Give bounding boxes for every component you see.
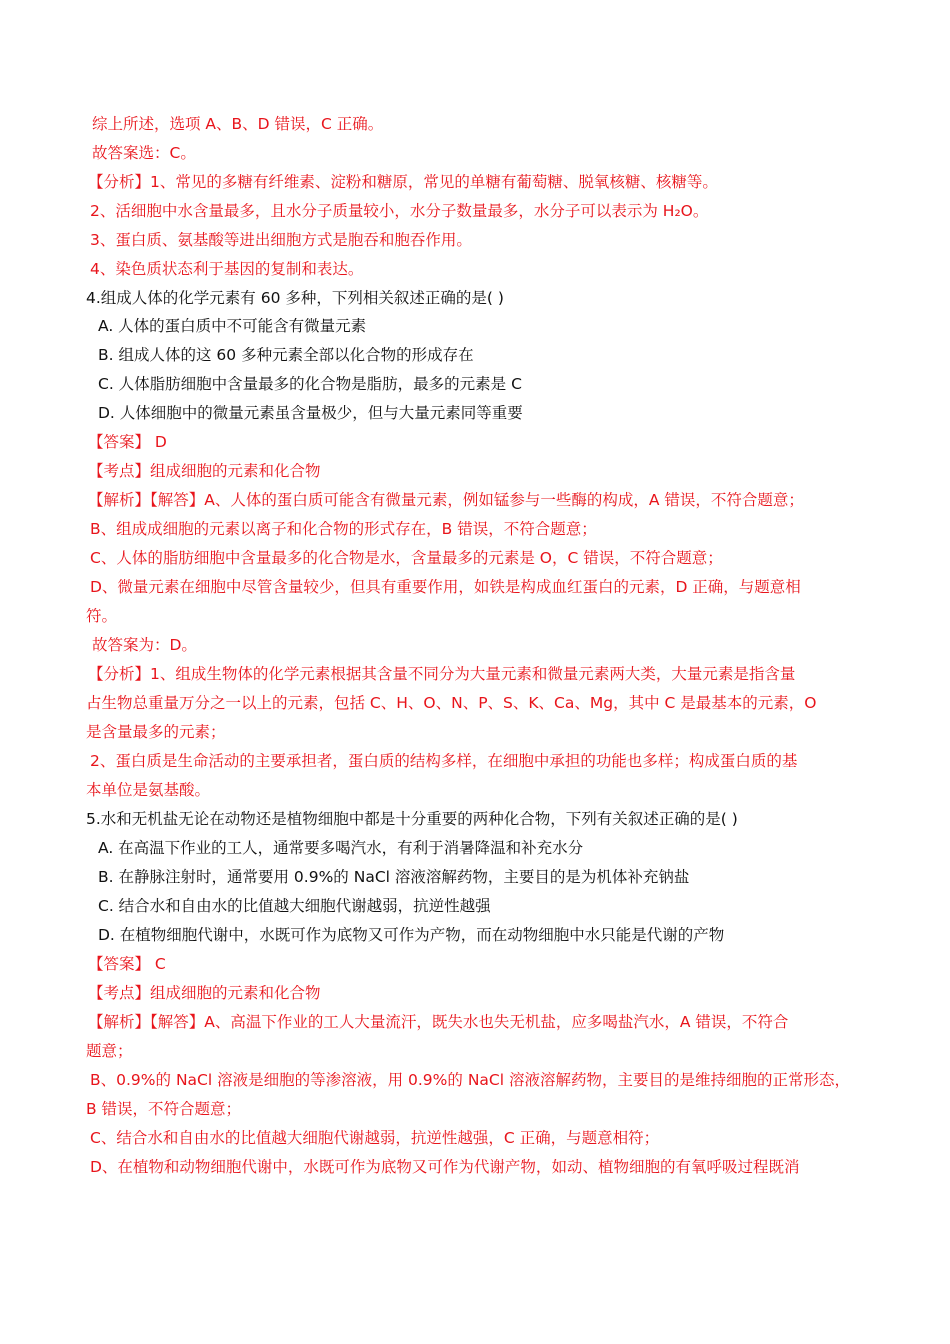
question-text-line: 4.组成人体的化学元素有 60 多种，下列相关叙述正确的是( )	[86, 289, 504, 307]
answer-text-line: D、微量元素在细胞中尽管含量较少，但具有重要作用，如铁是构成血红蛋白的元素，D 正确，与题意相	[90, 578, 801, 596]
answer-text-line: 符。	[86, 607, 118, 625]
question-text-line: B. 组成人体的这 60 多种元素全部以化合物的形成存在	[98, 346, 474, 364]
answer-text-line: 3、蛋白质、氨基酸等进出细胞方式是胞吞和胞吞作用。	[90, 231, 472, 249]
answer-text-line: 综上所述，选项 A、B、D 错误，C 正确。	[92, 115, 384, 133]
answer-text-line: B、0.9%的 NaCl 溶液是细胞的等渗溶液，用 0.9%的 NaCl 溶液溶解药物，主要目的是维持细胞的正常形态，	[90, 1071, 850, 1089]
answer-text-line: C、人体的脂肪细胞中含量最多的化合物是水，含量最多的元素是 O，C 错误，不符合题意；	[90, 549, 723, 567]
answer-text-line: 【解析】【解答】A、高温下作业的工人大量流汗，既失水也失无机盐，应多喝盐汽水，A 错误，不符合	[88, 1013, 789, 1031]
answer-text-line: 【考点】组成细胞的元素和化合物	[88, 462, 321, 480]
question-text-line: A. 在高温下作业的工人，通常要多喝汽水，有利于消暑降温和补充水分	[98, 839, 584, 857]
answer-text-line: 【分析】1、组成生物体的化学元素根据其含量不同分为大量元素和微量元素两大类，大量元素是指含量	[88, 665, 796, 683]
answer-text-line: C、结合水和自由水的比值越大细胞代谢越弱，抗逆性越强，C 正确，与题意相符；	[90, 1129, 660, 1147]
answer-text-line: 是含量最多的元素；	[86, 723, 226, 741]
question-text-line: B. 在静脉注射时，通常要用 0.9%的 NaCl 溶液溶解药物，主要目的是为机体补充钠盐	[98, 868, 690, 886]
answer-text-line: 2、蛋白质是生命活动的主要承担者，蛋白质的结构多样，在细胞中承担的功能也多样；构成蛋白质的基	[90, 752, 798, 770]
answer-text-line: 故答案为：D。	[92, 636, 197, 654]
answer-text-line: B 错误，不符合题意；	[86, 1100, 242, 1118]
answer-text-line: D、在植物和动物细胞代谢中，水既可作为底物又可作为代谢产物，如动、植物细胞的有氧呼吸过程既消	[90, 1158, 800, 1176]
answer-text-line: 【分析】1、常见的多糖有纤维素、淀粉和糖原，常见的单糖有葡萄糖、脱氧核糖、核糖等。	[88, 173, 718, 191]
answer-text-line: 【答案】 D	[88, 433, 167, 451]
answer-text-line: 4、染色质状态利于基因的复制和表达。	[90, 260, 364, 278]
answer-text-line: 2、活细胞中水含量最多，且水分子质量较小，水分子数量最多，水分子可以表示为 H₂O。	[90, 202, 709, 220]
answer-text-line: 本单位是氨基酸。	[86, 781, 211, 799]
answer-text-line: 【考点】组成细胞的元素和化合物	[88, 984, 321, 1002]
question-text-line: C. 结合水和自由水的比值越大细胞代谢越弱，抗逆性越强	[98, 897, 491, 915]
question-text-line: A. 人体的蛋白质中不可能含有微量元素	[98, 317, 367, 335]
question-text-line: D. 人体细胞中的微量元素虽含量极少，但与大量元素同等重要	[98, 404, 523, 422]
answer-text-line: 【答案】 C	[88, 955, 166, 973]
answer-text-line: 故答案选：C。	[92, 144, 196, 162]
question-text-line: 5.水和无机盐无论在动物还是植物细胞中都是十分重要的两种化合物，下列有关叙述正确的是( )	[86, 810, 738, 828]
question-text-line: C. 人体脂肪细胞中含量最多的化合物是脂肪，最多的元素是 C	[98, 375, 522, 393]
answer-text-line: 题意；	[86, 1042, 133, 1060]
question-text-line: D. 在植物细胞代谢中，水既可作为底物又可作为产物，而在动物细胞中水只能是代谢的产物	[98, 926, 725, 944]
answer-text-line: 【解析】【解答】A、人体的蛋白质可能含有微量元素，例如锰参与一些酶的构成，A 错误，不符合题意；	[88, 491, 804, 509]
answer-text-line: B、组成成细胞的元素以离子和化合物的形式存在，B 错误，不符合题意；	[90, 520, 597, 538]
answer-text-line: 占生物总重量万分之一以上的元素，包括 C、H、O、N、P、S、K、Ca、Mg，其中 C 是最基本的元素，O	[86, 694, 817, 712]
